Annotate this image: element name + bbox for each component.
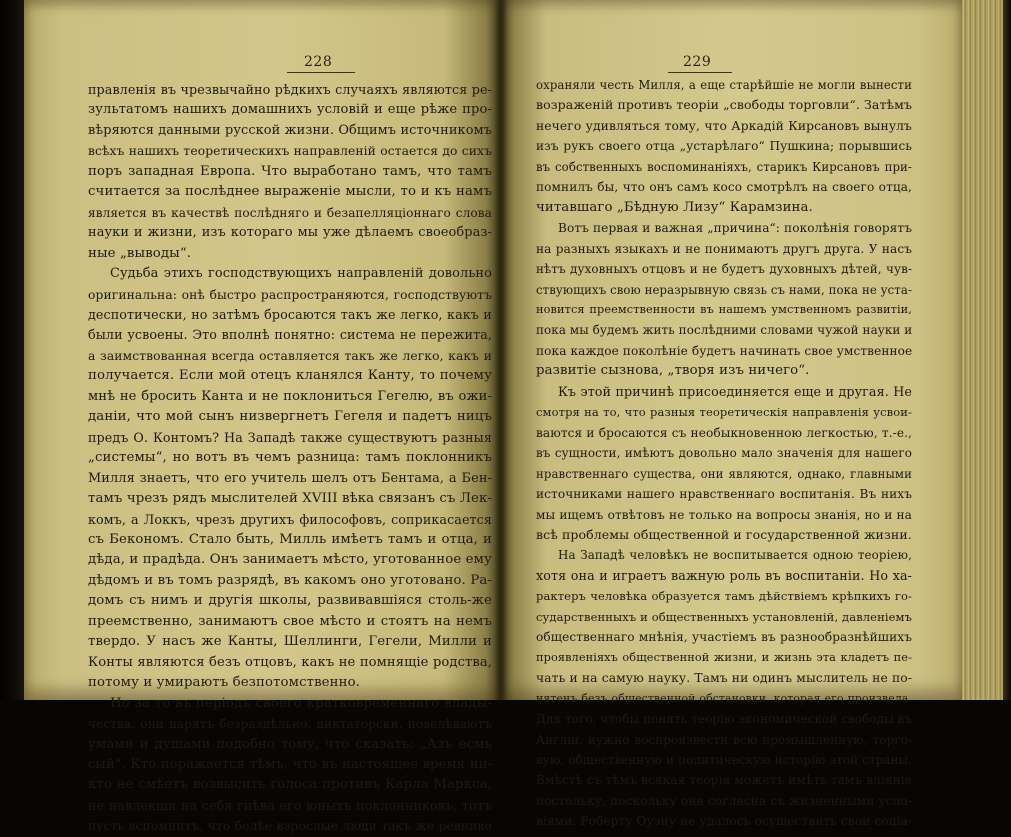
text-line: нѣтъ духовныхъ отцовъ и не будетъ духовныхъ дѣтей, чув- — [536, 262, 912, 277]
text-line: мнѣ не бросить Канта и не поклониться Гегелю, въ ожи- — [88, 388, 492, 404]
text-line: поръ западная Европа. Что выработано тамъ, что тамъ — [88, 163, 492, 179]
text-line: охраняли честь Милля, а еще старѣйшіе не могли вынести — [536, 78, 912, 92]
text-line: Но за то въ періодъ своего кратковременнаго влады- — [110, 695, 492, 711]
text-line: на разныхъ языкахъ и не понимаютъ другъ друга. У насъ — [536, 241, 912, 256]
left-page — [24, 0, 500, 834]
text-line: съ Бекономъ. Стало быть, Милль имѣетъ тамъ и отца, и — [88, 531, 492, 547]
text-line: источниками нашего нравственнаго воспитанія. Въ нихъ — [536, 487, 912, 502]
text-line: не навлекши на себя гнѣва его юныхъ поклонниковъ, тотъ — [88, 797, 492, 813]
text-line: Вотъ первая и важная „причина“: поколѣнія говорятъ — [558, 221, 912, 236]
page-edges-stack — [962, 0, 1011, 700]
text-line: были усвоены. Это вполнѣ понятно: система не пережита, — [88, 327, 492, 343]
text-line: вѣряются данными русской жизни. Общимъ источникомъ — [88, 122, 492, 138]
text-line: получается. Если мой отецъ кланялся Канту, то почему — [88, 368, 492, 384]
text-line: въ собственныхъ воспоминаніяхъ, старикъ Кирсановъ при- — [536, 159, 912, 174]
text-line: а заимствованная всегда оставляется такъ же легко, какъ и — [88, 348, 492, 363]
text-line: тамъ чрезъ рядъ мыслителей XVIII вѣка связанъ съ Лек- — [88, 491, 492, 507]
text-line: преемственно, занимаютъ свое мѣсто и стоятъ на немъ — [88, 613, 492, 629]
text-line: развитіе сызнова, „творя изъ ничего“. — [536, 363, 810, 379]
text-line: изъ рукъ своего отца „устарѣлаго“ Пушкина; порывшись — [536, 139, 912, 154]
page-number-rule-left — [287, 72, 355, 73]
text-line: рактеръ человѣка образуется тамъ дѣйствіемъ крѣпкихъ го- — [536, 589, 912, 604]
text-line: Англіи, нужно воспроизвести всю промышленную, торго- — [536, 732, 912, 747]
text-line: ствующихъ свою неразрывную связь съ нами, пока не уста- — [536, 282, 912, 297]
book-cover-edge — [0, 0, 24, 700]
text-line: Милля знаетъ, что его учитель шелъ отъ Бентама, а Бен- — [88, 470, 492, 486]
text-line: Къ этой причинѣ присоединяется еще и другая. Не — [558, 383, 912, 399]
text-line: дѣда, и прадѣда. Онъ занимаетъ мѣсто, уготованное ему — [88, 552, 492, 568]
text-line: предъ О. Контомъ? На Западѣ также существуютъ разныя — [88, 429, 492, 445]
text-line: комъ, а Локкъ, чрезъ другихъ философовъ, соприкасается — [88, 511, 492, 527]
text-line: смотря на то, что разныя теоретическія направленія усвои- — [536, 405, 912, 420]
text-line: нечего удивляться тому, что Аркадій Кирсановъ вынулъ — [536, 118, 912, 133]
text-line: ные „выводы“. — [88, 245, 192, 261]
right-page-text — [536, 75, 912, 832]
text-line: Судьба этихъ господствующихъ направленій довольно — [110, 266, 492, 282]
text-line: домъ съ нимъ и другія школы, развивавшіяся столь-же — [88, 593, 492, 609]
text-line: сударственныхъ и общественныхъ установленій, давленіемъ — [536, 609, 912, 624]
text-line: Конты являются безъ отцовъ, какъ не помнящіе родства, — [88, 654, 492, 670]
text-line: На Западѣ человѣкъ не воспитывается одною теоріею, — [558, 548, 912, 563]
text-line: правленія въ чрезвычайно рѣдкихъ случаяхъ являются ре- — [88, 82, 492, 97]
text-line: нравственнаго существа, они являются, однако, главными — [536, 466, 912, 481]
book-gutter — [494, 0, 508, 700]
right-page — [500, 0, 962, 829]
left-page-text — [88, 80, 492, 837]
text-line: віями. Роберту Оуэну не удалось осуществить свои соціа- — [536, 814, 912, 829]
text-line: общественнаго мнѣнія, участіемъ въ разнообразнѣйшихъ — [536, 630, 912, 645]
text-line: чать и на самую науку. Тамъ ни одинъ мыслитель не по- — [536, 671, 912, 686]
text-line: новится преемственности въ нашемъ умственномъ развитіи, — [536, 302, 912, 316]
text-line: пусть вспомнитъ, что болѣе взрослые люди такъ же ревниво — [88, 819, 492, 834]
text-line: деспотически, но затѣмъ бросаются такъ же легко, какъ и — [88, 306, 492, 322]
text-line: кто не смѣетъ возвысить голоса противъ Карла Маркса, — [88, 777, 492, 793]
text-line: помнилъ бы, что онъ самъ косо смотрѣлъ на своего отца, — [536, 180, 912, 195]
text-line: умами и душами подобно тому, что сказать: „Азъ есмь — [88, 736, 492, 752]
text-line: Вмѣстѣ съ тѣмъ всякая теорія можетъ имѣть тамъ вліяніе — [536, 773, 912, 788]
text-line: даніи, что мой сынъ низвергнетъ Гегеля и падетъ ницъ — [88, 409, 492, 425]
text-line: въ сущности, имѣютъ довольно мало значенія для нашего — [536, 446, 912, 461]
text-line: читавшаго „Бѣдную Лизу“ Карамзина. — [536, 199, 813, 215]
page-number-rule-right — [668, 72, 732, 73]
text-line: зультатомъ нашихъ домашнихъ условій и еще рѣже про- — [88, 102, 492, 118]
text-line: науки и жизни, изъ котораго мы уже дѣлаемъ своеобраз- — [88, 225, 492, 241]
text-line: считается за послѣднее выраженіе мысли, то и къ намъ — [88, 184, 492, 200]
page-number-left: 228 — [304, 54, 333, 70]
text-line: проявленіяхъ общественной жизни, и жизнь эта кладетъ пе- — [536, 650, 912, 664]
text-line: потому и умираютъ безпотомственно. — [88, 675, 361, 691]
text-line: всѣ проблемы общественной и государственной жизни. — [536, 526, 912, 542]
text-line: Для того, чтобы понять теорію экономической свободы въ — [536, 712, 912, 727]
page-number-right: 229 — [683, 54, 712, 70]
text-line: хотя она и играетъ важную роль въ воспитаніи. Но ха- — [536, 567, 912, 583]
text-line: оригинальна: онѣ быстро распространяются, господствуютъ — [88, 287, 492, 302]
text-line: пока каждое поколѣніе будетъ начинать свое умственное — [536, 343, 912, 358]
text-line: дѣдомъ и въ томъ разрядѣ, въ какомъ оно уготовано. Ра- — [88, 572, 492, 588]
text-line: возраженій противъ теоріи „свободы торговли“. Затѣмъ — [536, 97, 912, 113]
text-line: чества, они царятъ безраздѣльно, диктаторски, повелѣваютъ — [88, 717, 492, 732]
text-line: „системы“, но вотъ въ чемъ разница: тамъ поклонникъ — [88, 450, 492, 466]
text-line: ваются и бросаются съ необыкновенною легкостью, т.-е., — [536, 425, 912, 440]
text-line: всѣхъ нашихъ теоретическихъ направленій остается до сихъ — [88, 144, 492, 159]
text-line: постольку, поскольку она согласна съ жизненными усло- — [536, 793, 912, 808]
text-line: нятенъ безъ общественной обстановки, которая его произвела. — [536, 691, 912, 705]
text-line: является въ качествѣ послѣдняго и безапелляціоннаго слова — [88, 205, 492, 220]
text-line: пока мы будемъ жить послѣдними словами чужой науки и — [536, 323, 912, 338]
text-line: твердо. У насъ же Канты, Шеллинги, Гегели, Милли и — [88, 634, 492, 650]
text-line: вую, общественную и политическую исторію этой страны. — [536, 752, 912, 767]
text-line: сый“. Кто поражается тѣмъ, что въ настоящее время ни- — [88, 756, 492, 772]
text-line: мы ищемъ отвѣтовъ не только на вопросы знанія, но и на — [536, 507, 912, 522]
